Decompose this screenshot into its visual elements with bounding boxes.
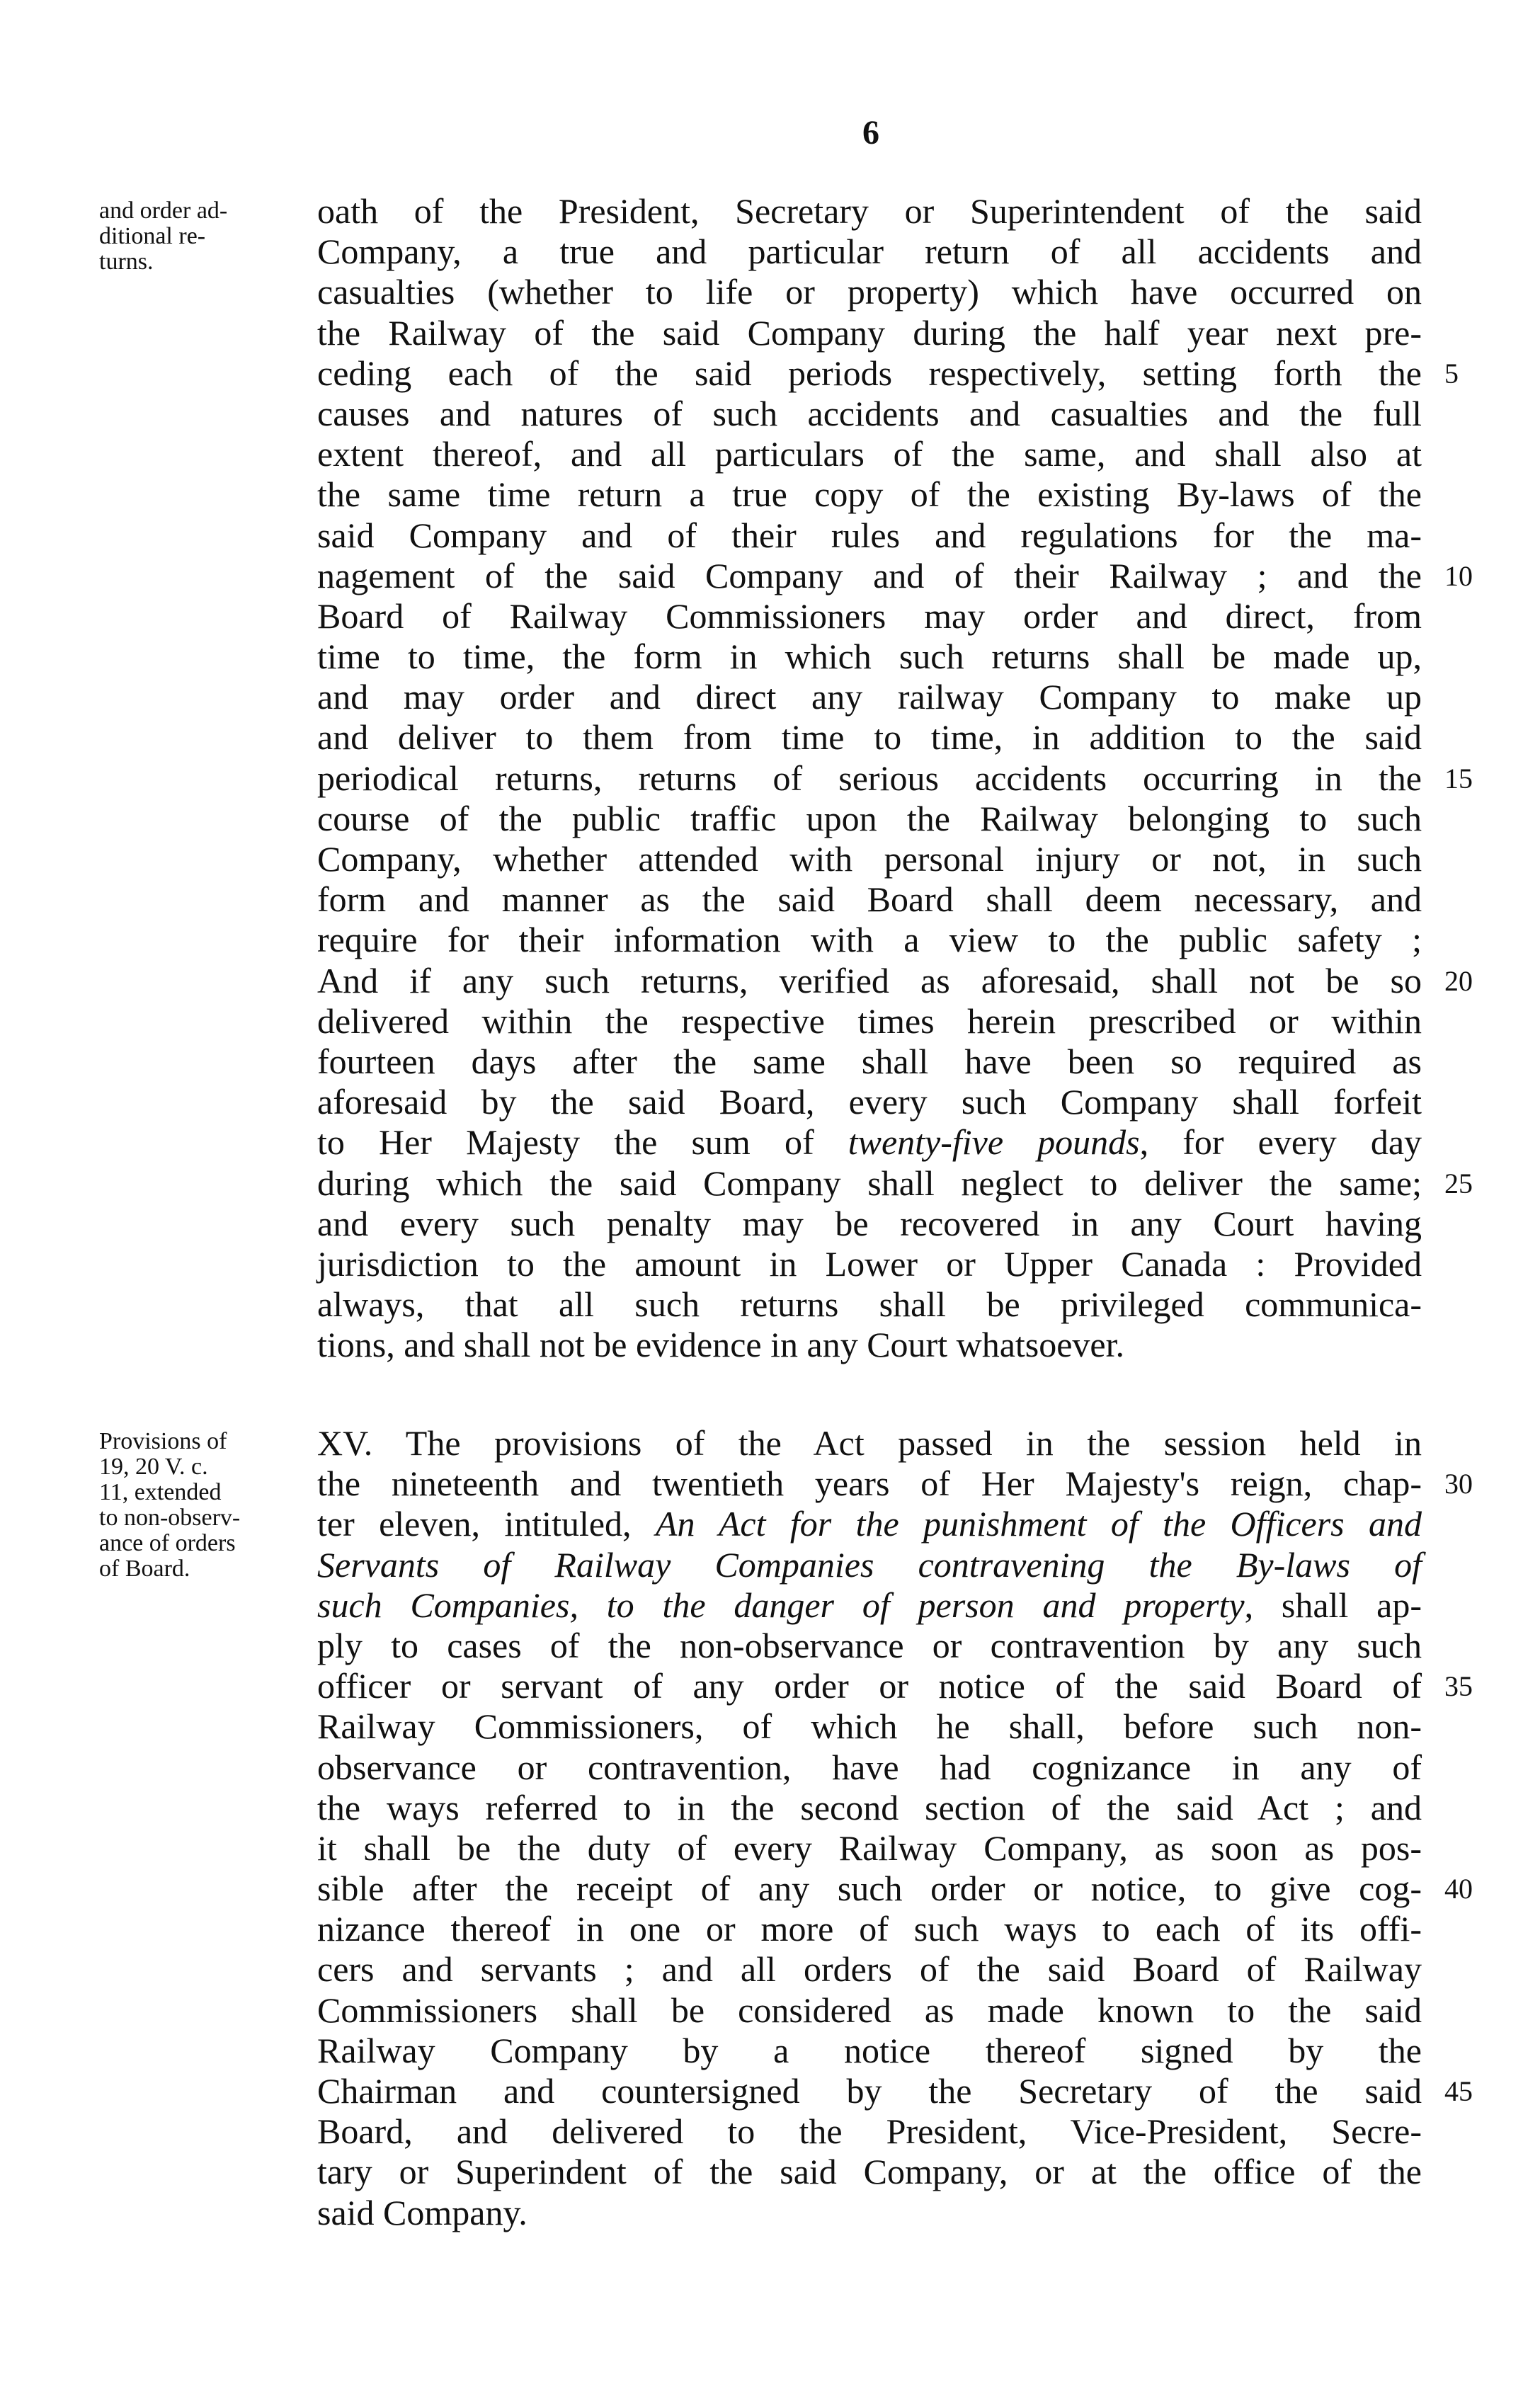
text-segment: , for every day — [1139, 1122, 1422, 1163]
section-xv-text — [317, 1423, 1422, 2233]
text-line — [317, 1325, 1422, 1365]
text-segment: Company, whether attended with personal injury or not, in such — [317, 839, 1422, 879]
text-segment: officer or servant of any order or notice of the said Board of — [317, 1666, 1422, 1706]
text-line — [317, 1747, 1422, 1788]
text-line — [317, 232, 1422, 272]
line-number: 45 — [1444, 2075, 1473, 2108]
text-segment: periodical returns, returns of serious accidents occurring in the — [317, 758, 1422, 798]
text-line — [317, 1204, 1422, 1244]
text-segment: during which the said Company shall neglect to deliver the same; — [317, 1163, 1422, 1203]
text-segment: require for their information with a view to the public safety ; — [317, 920, 1422, 960]
line-number: 40 — [1444, 1873, 1473, 1905]
section-returns-text — [317, 191, 1422, 1365]
text-line — [317, 1163, 1422, 1204]
text-line — [317, 1788, 1422, 1828]
line-number: 10 — [1444, 559, 1473, 592]
text-line — [317, 1666, 1422, 1706]
line-number: 15 — [1444, 762, 1473, 794]
italic-text: An Act for the punishment of the Officers and — [655, 1504, 1422, 1544]
italic-text: twenty-five pounds — [848, 1122, 1140, 1163]
text-segment: cers and servants ; and all orders of the said Board of Railway — [317, 1949, 1422, 1990]
text-segment: jurisdiction to the amount in Lower or Upper Canada : Provided — [317, 1243, 1422, 1284]
text-line — [317, 1545, 1422, 1585]
text-line — [317, 2111, 1422, 2152]
text-line — [317, 1423, 1422, 1464]
text-segment: and may order and direct any railway Company to make up — [317, 677, 1422, 717]
line-number: 20 — [1444, 964, 1473, 997]
text-line — [317, 1706, 1422, 1747]
text-line — [317, 1626, 1422, 1666]
text-line — [317, 637, 1422, 677]
text-segment: And if any such returns, verified as aforesaid, shall not be so — [317, 960, 1422, 1000]
line-number: 5 — [1444, 357, 1459, 389]
text-segment: Railway Company by a notice thereof signed by the — [317, 2030, 1422, 2070]
text-line — [317, 920, 1422, 960]
text-line — [317, 272, 1422, 312]
text-line — [317, 1869, 1422, 1909]
text-segment: , shall ap- — [1244, 1585, 1422, 1625]
text-segment: nizance thereof in one or more of such ways to each of its offi- — [317, 1909, 1422, 1949]
text-line — [317, 1949, 1422, 1990]
text-line — [317, 1504, 1422, 1544]
text-line — [317, 2193, 1422, 2233]
text-line — [317, 1585, 1422, 1626]
text-line — [317, 191, 1422, 232]
text-segment: casualties (whether to life or property) which have occurred on — [317, 272, 1422, 312]
text-segment: said Company and of their rules and regulations for the ma- — [317, 515, 1422, 555]
margin-note-line: of Board. — [99, 1556, 190, 1582]
text-segment: Commissioners shall be considered as made known to the said — [317, 1990, 1422, 2030]
margin-note-line: and order ad- — [99, 198, 228, 224]
text-line — [317, 1909, 1422, 1949]
margin-note-line: 19, 20 V. c. — [99, 1454, 208, 1480]
text-line — [317, 839, 1422, 879]
text-line — [317, 677, 1422, 717]
text-segment: oath of the President, Secretary or Superintendent of the said — [317, 191, 1422, 231]
text-segment: Company, a true and particular return of all accidents and — [317, 232, 1422, 272]
text-segment: form and manner as the said Board shall deem necessary, and — [317, 879, 1422, 920]
text-segment: aforesaid by the said Board, every such Company shall forfeit — [317, 1082, 1422, 1122]
text-segment: the nineteenth and twentieth years of Her Majesty's reign, chap- — [317, 1464, 1422, 1504]
text-segment: to Her Majesty the sum of — [317, 1122, 848, 1163]
margin-note-line: ance of orders — [99, 1530, 236, 1556]
text-segment: said Company. — [317, 2192, 527, 2232]
text-line — [317, 515, 1422, 556]
text-segment: the Railway of the said Company during the half year next pre- — [317, 312, 1422, 353]
text-segment: and every such penalty may be recovered in any Court having — [317, 1203, 1422, 1243]
margin-note-provisions — [99, 1429, 312, 1582]
text-line — [317, 2152, 1422, 2192]
text-segment: ceding each of the said periods respectively, setting forth the — [317, 353, 1422, 393]
text-segment: Railway Commissioners, of which he shall, before such non- — [317, 1706, 1422, 1747]
text-segment: sible after the receipt of any such order or notice, to give cog- — [317, 1869, 1422, 1909]
text-line — [317, 2071, 1422, 2111]
margin-note-line: ditional re- — [99, 223, 206, 249]
line-number: 35 — [1444, 1670, 1473, 1703]
text-segment: delivered within the respective times herein prescribed or within — [317, 1000, 1422, 1041]
page-number: 6 — [862, 114, 879, 152]
text-line — [317, 758, 1422, 799]
margin-note-line: Provisions of — [99, 1428, 227, 1454]
text-line — [317, 1244, 1422, 1284]
text-line — [317, 1828, 1422, 1869]
text-segment: observance or contravention, have had cognizance in any of — [317, 1747, 1422, 1787]
text-segment: it shall be the duty of every Railway Company, as soon as pos- — [317, 1827, 1422, 1868]
text-segment: always, that all such returns shall be privileged communica- — [317, 1284, 1422, 1325]
text-segment: and deliver to them from time to time, in addition to the said — [317, 717, 1422, 758]
margin-note-line: 11, extended — [99, 1479, 222, 1505]
italic-text: Servants of Railway Companies contravening the By-laws of — [317, 1544, 1422, 1585]
text-line — [317, 717, 1422, 758]
margin-note-line: to non-observ- — [99, 1505, 241, 1531]
italic-text: such Companies, to the danger of person and property — [317, 1585, 1245, 1625]
text-line — [317, 394, 1422, 434]
text-line — [317, 353, 1422, 394]
text-line — [317, 1042, 1422, 1082]
text-segment: Chairman and countersigned by the Secretary of the said — [317, 2071, 1422, 2111]
text-segment: course of the public traffic upon the Railway belonging to such — [317, 798, 1422, 838]
text-line — [317, 556, 1422, 596]
text-segment: Board, and delivered to the President, Vice-President, Secre- — [317, 2111, 1422, 2152]
text-segment: the ways referred to in the second section of the said Act ; and — [317, 1787, 1422, 1827]
text-line — [317, 1284, 1422, 1325]
text-segment: the same time return a true copy of the existing By-laws of the — [317, 474, 1422, 515]
line-number: 25 — [1444, 1167, 1473, 1199]
text-line — [317, 1082, 1422, 1122]
margin-note-line: turns. — [99, 249, 154, 275]
text-segment: Board of Railway Commissioners may order and direct, from — [317, 595, 1422, 636]
line-number: 30 — [1444, 1468, 1473, 1500]
text-segment: XV. The provisions of the Act passed in the session held in — [317, 1423, 1422, 1463]
text-line — [317, 1122, 1422, 1163]
text-line — [317, 1001, 1422, 1042]
text-segment: time to time, the form in which such returns shall be made up, — [317, 637, 1422, 677]
text-segment: ter eleven, intituled, — [317, 1504, 656, 1544]
text-line — [317, 596, 1422, 637]
text-line — [317, 313, 1422, 353]
text-line — [317, 879, 1422, 920]
text-line — [317, 1990, 1422, 2031]
text-segment: nagement of the said Company and of their Railway ; and the — [317, 555, 1422, 595]
text-segment: tions, and shall not be evidence in any Court whatsoever. — [317, 1325, 1125, 1365]
text-segment: ply to cases of the non-observance or contravention by any such — [317, 1625, 1422, 1665]
text-segment: causes and natures of such accidents and casualties and the full — [317, 393, 1422, 433]
text-line — [317, 1464, 1422, 1504]
text-line — [317, 799, 1422, 839]
margin-note-additional-returns — [99, 198, 312, 275]
text-line — [317, 434, 1422, 474]
text-segment: tary or Superindent of the said Company, or at the office of the — [317, 2152, 1422, 2192]
text-segment: extent thereof, and all particulars of the same, and shall also at — [317, 434, 1422, 474]
text-segment: fourteen days after the same shall have been so required as — [317, 1041, 1422, 1081]
text-line — [317, 2031, 1422, 2071]
text-line — [317, 474, 1422, 515]
text-line — [317, 961, 1422, 1001]
